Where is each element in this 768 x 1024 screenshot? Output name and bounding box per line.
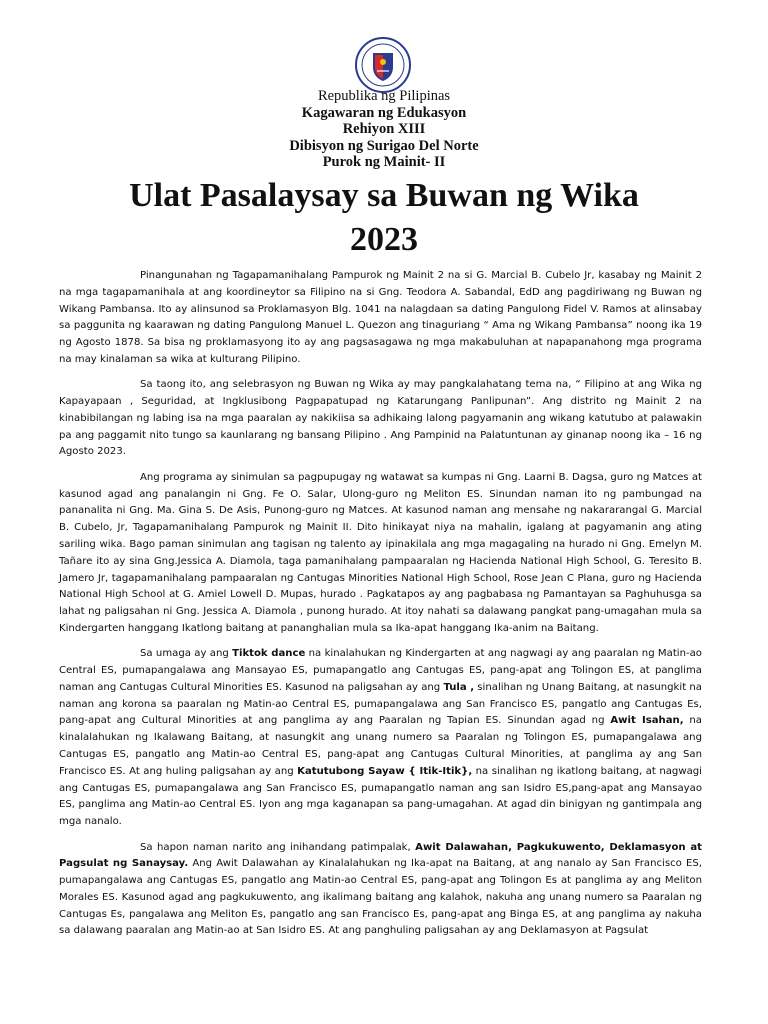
- paragraph-4-text: na sinalihan ng ikatlong baitang, at nagwagi ang Cantugas ES, pumapangalawa ang San Francisco ES, pumapangatlo naman ang san Isidro ES,pang-apat ang Mansayao ES, panglima ang Matin-ao Central ES. Iyon ang mga kaganapan sa pang-umagahan. At agad din binigyan ng gantimpala ang mga nanalo.: [59, 765, 702, 828]
- page-title: [0, 174, 768, 262]
- paragraph-3: Ang programa ay sinimulan sa pagpupugay ng watawat sa kumpas ni Gng. Laarni B. Dagsa, guro ng Matces at kasunod agad ang panalangin ni Gng. Fe O. Salar, Ulong-guro ng Meliton ES. Sinundan naman ito ng pambungad na pananalita ni Gng. Ma. Gina S. De Asis, Punong-guro ng Matces. At kasunod naman ang mensahe ng nakararangal G. Marcial B. Cubelo, Jr, Tagapamanihalang Pampurok ng Mainit II. Dito hinikayat niya na mahalin, igalang at pagyamanin ang ating sariling wika. Bago paman sinimulan ang tagisan ng talento ay ipinakilala ang mga magagaling na hurado ni Gng. Emelyn M. Tañare ito ay sina Gng.Jessica A. Diamola, taga pamanihalang pampaaralan ng Hacienda National High School, G. Teresito B. Jamero Jr, tagapamanihalang pampaaralan ng Cantugas Minorities National High School, Rose Jean C Plana, guro ng Hacienda National High School at G. Amiel Lowell D. Mupas, hurado . Pagkatapos ay ang pagbabasa ng Pamantayan sa Paghuhusga sa lahat ng paligsahan ni Gng. Jessica A. Diamola , punong hurado. At itoy nahati sa dalawang pangkat pang-umagahan mula sa Kindergarten hanggang Ikatlong baitang at pananghalian mula sa Ika-apat hanggang Ika-anim na Baitang.: [59, 471, 702, 634]
- event-tula: Tula ,: [443, 681, 475, 693]
- header-division: Dibisyon ng Surigao Del Norte: [289, 137, 479, 154]
- paragraph-4-text: sinalihan ng Unang Baitang, at nasungkit na naman ang korona sa paaralan ng Matin-ao Central ES, pumapangalawa ang San Francisco ES, pangatlo ang Cantugas Es, pang-apat ang Cultural Minorities at ang panglima ay ang Paaralan ng Tapian ES. Sinundan agad ng: [59, 681, 702, 727]
- header-district: Purok ng Mainit- II: [322, 154, 446, 170]
- document-header: [0, 88, 768, 171]
- paragraph-5-text: Sa hapon naman narito ang inihandang patimpalak,: [140, 841, 416, 853]
- event-awit-isahan: Awit Isahan,: [610, 715, 684, 727]
- header-department: Kagawaran ng Edukasyon: [301, 104, 467, 121]
- header-republic: Republika ng Pilipinas: [317, 88, 451, 104]
- header-region: Rehiyon XIII: [342, 121, 426, 137]
- paragraph-4-text: Sa umaga ay ang: [140, 648, 233, 660]
- afternoon-events: Awit Dalawahan, Pagkukuwento, Deklamasyon at Pagsulat ng Sanaysay.: [59, 841, 702, 870]
- paragraph-4-text: na kinalalahukan ng Ikalawang Baitang, at nasungkit ang unang numero sa Paaralan ng Tolingon ES, pumapangalawa ang Cantugas ES, pangatlo ang Matin-ao Central ES, pang-apat ang Cantugas Cultural Minorities, at panglima ay ang San Francisco ES. At ang huling paligsahan ay ang: [59, 715, 702, 777]
- title-line-2: 2023: [350, 221, 418, 258]
- paragraph-2: Sa taong ito, ang selebrasyon ng Buwan ng Wika ay may pangkalahatang tema na, “ Filipino at ang Wika ng Kapayapaan , Seguridad, at Ingklusibong Pagpapatupad ng Katarungang Panlipunan”. Ang distrito ng Mainit 2 na kinabibilangan ng labing isa na mga paaralan ay nakikiisa sa adhikaing lalong pagyamanin ang wikang katutubo at palawakin pa ang paggamit nito tungo sa kaunlarang ng bansang Pilipino . Ang Pampinid na Palatuntunan ay ginanap noong ika – 16 ng Agosto 2023.: [59, 379, 702, 458]
- paragraph-4: [59, 646, 702, 831]
- paragraph-4-text: na kinalahukan ng Kindergarten at ang nagwagi ay ang paaralan ng Matin-ao Central ES, pumapangalawa ang Mansayao ES, pumapangatlo ang Cantugas ES, pang-apat ang Tolingon ES, at panglima naman ang Cantugas Cultural Minorities ES. Kasunod na paligsahan ay ang: [59, 648, 702, 693]
- paragraph-5-text: Ang Awit Dalawahan ay Kinalalahukan ng Ika-apat na Baitang, at ang nanalo ay San Francisco ES, pumapangalawa ang Cantugas ES, pangatlo ang Matin-ao Central ES, pang-apat ang Tolingon Es at panglima ay ang Meliton Morales ES. Kasunod agad ang pagkukuwento, ang ikalimang baitang ang kalahok, nakuha ang unang numero sa Paaralan ng Cantugas Es, pangalawa ang Meliton Es, pangatlo ang san Francisco Es, pang-apat ang Binga ES, at ang panglima ay nakuha sa dalawang paaralan ang Matin-ao at San Isidro ES. At ang panghuling paligsahan ay ang Deklamasyon at Pagsulat: [59, 858, 702, 937]
- report-body: [59, 268, 702, 949]
- event-katutubong-sayaw: Katutubong Sayaw { Itik-Itik},: [297, 765, 473, 777]
- paragraph-1: Pinangunahan ng Tagapamanihalang Pampurok ng Mainit 2 na si G. Marcial B. Cubelo Jr, kasabay ng Mainit 2 na mga tagapamanihala at ang koordineytor sa Filipino na si Gng. Teodora A. Sabandal, EdD ang pagdiriwang ng Buwan ng Wikang Pambansa. Ito ay alinsunod sa Proklamasyon Blg. 1041 na nalagdaan sa dating Pangulong Fidel V. Ramos at alinsabay sa paggunita ng kaarawan ng dating Pangulong Manuel L. Quezon ang tinaguriang “ Ama ng Wikang Pambansa” noong ika 19 ng Agosto 1878. Sa bisa ng proklamasyong ito ay ang pagsasagawa ng mga makabuluhan at napapanahong mga programa na may kinalaman sa wika at kulturang Pilipino.: [59, 270, 702, 365]
- event-tiktok-dance: Tiktok dance: [232, 648, 306, 660]
- deped-seal-icon: [347, 35, 419, 95]
- title-line-1: Ulat Pasalaysay sa Buwan ng Wika: [129, 177, 639, 214]
- paragraph-5: [59, 840, 702, 941]
